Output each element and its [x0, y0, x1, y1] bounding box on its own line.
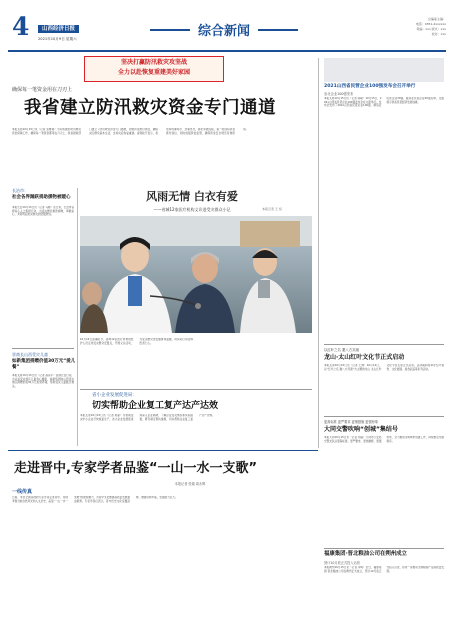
- right-bottom-body: 本报朔州10月15日讯（记者 李明）近日，福康集团·晋北粮油公司在朔州正式成立，预计10月底正式投入运营，将进一步推动当地粮油产业高质量发展。: [324, 566, 444, 573]
- mid-kicker: 省小企业发展促进局：: [92, 393, 137, 398]
- section-divider: [150, 29, 190, 31]
- right-mid-body: 本报太原10月15日讯（记者 王璞）10月14日，以“红叶之名 邀八方宾朋”为主题的龙山·太山红叶文化节在太原正式启动。活动期间将举办红叶观赏、文化展演、美食品鉴等系列活动。: [324, 364, 444, 371]
- mid-divider: [80, 389, 312, 390]
- mid-body: 本报太原10月15日讯（记者 郭星）为帮助受灾中小企业尽快恢复生产，省小企业发展促进局深入企业调研，了解企业受灾情况和实际困难，研究制定帮扶措施，切实帮助企业复工复产达产达效。: [80, 414, 215, 421]
- feature-byline: 本报记者 王 恒: [262, 207, 282, 211]
- feature-headline: 风雨无情 白衣有爱: [146, 190, 238, 203]
- right-low-headline: 大同交警吹响“创城”集结号: [324, 426, 398, 433]
- banner-line-1: 坚决打赢防汛救灾攻坚战: [120, 59, 187, 66]
- right-low-kicker: 更高标准 更严要求 更细措施 更强形象: [324, 420, 379, 424]
- lead-body: 本报太原10月15日讯（记者 张雅萌）为切实做好防汛救灾资金保障工作，确保每一笔资金都用在刀刃上，我省财政部门建立了防汛救灾资金专门通道，加快资金拨付进度，确保灾区群众基本生活，支持灾后恢复重建。省财政厅表示，将坚持特事特办、急事急办，简化审批流程，第一时间将资金拨付到位，同时加强资金监管，确保资金安全规范有效使用。: [12, 128, 249, 135]
- right-column-divider: [318, 58, 319, 448]
- lead-kicker: 确保每一笔资金用在刀刃上: [12, 87, 73, 93]
- bottom-headline: 走进晋中,专家学者品鉴“一山一水一支歌”: [14, 461, 258, 476]
- column-divider: [77, 188, 78, 446]
- right-mid-headline: 龙山·太山红叶文化节正式启动: [324, 354, 405, 361]
- right-bottom-headline: 福康集团·晋北粮油公司在朔州成立: [324, 551, 407, 557]
- bottom-corner-label: 一线传真: [12, 489, 33, 495]
- right-low-body: 本报大同10月15日讯（记者 刘淼）大同市公安局交警支队以更高标准、更严要求、更细措施、更强形象，全力推进文明城市创建工作，持续整治交通秩序。: [324, 436, 444, 443]
- contact-line: 总编室主编：: [427, 17, 446, 21]
- date-line: 2021年10月9日 星期六: [38, 37, 77, 41]
- paper-name: 山西经济日报: [38, 25, 79, 33]
- left-story1-kicker: 长治市：: [12, 188, 28, 193]
- lead-headline: 我省建立防汛救灾资金专门通道: [24, 98, 276, 118]
- masthead-contacts: [372, 17, 446, 37]
- right-top-photo: [324, 58, 444, 82]
- left-story1-body: 本报长治10月15日讯（记者 马晓）连日来，长治市各界爱心人士积极行动，为受灾群众捐款捐物，奉献爱心，共同筑起抗灾救灾的坚强防线。: [12, 206, 74, 217]
- right-divider-2: [324, 416, 444, 417]
- mid-headline: 切实帮助企业复工复产达产达效: [92, 401, 219, 411]
- right-top-sub: 参北企业100强发布: [324, 92, 354, 96]
- bottom-body: 日前，来自全国各地的专家学者走进晋中，实地考察当地自然风光和人文历史，品鉴“一山一水一支歌”的独特魅力，为晋中文化旅游高质量发展建言献策。专家学者们表示，晋中历史文化底蕴深厚，旅游资源丰富，发展潜力巨大。: [12, 496, 178, 503]
- bottom-rule: [8, 450, 318, 451]
- feature-subhead: ——省城12家医疗机构义诊进受灾群众小记: [153, 207, 231, 212]
- contact-line: 电话：0351-4xxxxxx: [415, 22, 446, 26]
- right-divider-3: [324, 548, 444, 549]
- bottom-byline: 本报记者 张瑞 周永辉: [174, 482, 206, 486]
- left-story2-kicker: 晋商长山西受灾儿童: [12, 352, 48, 357]
- right-top-body: 本报太原10月15日讯（记者 郭敏）10月15日，2021山西省民营企业100强发布会在太原举行。发布会发布了2021山西省民营企业100强、制造业民营企业30强、服务业民营企业20强名单，全面展示我省民营经济发展成就。: [324, 97, 444, 108]
- feature-body: 10月14日是重阳节，省城12家医疗机构的医护人员走进受灾群众安置点，开展义诊活动，为受灾群众送去健康和温暖，用实际行动诠释医者仁心。: [80, 338, 193, 345]
- banner-line-2: 全力以赴恢复重建美好家园: [117, 69, 190, 76]
- photo-illustration: [80, 216, 312, 333]
- right-mid-kicker: 以红叶之名 邀八方宾朋: [324, 348, 359, 352]
- section-divider-right: [258, 29, 298, 31]
- right-bottom-sub: 预计10月底正式投入运营: [324, 561, 360, 565]
- contact-line: 责编：xxx 版式：xxx: [416, 27, 446, 31]
- left-story1-headline: 社会各界踊跃捐助援物被暖心: [12, 195, 71, 200]
- masthead-rule: [8, 50, 446, 52]
- left-story2-headline: 如新集团捐赠价值30万元“爱儿餐”: [12, 359, 76, 370]
- left-story2-body: 本报太原10月15日讯（记者 高彦平）晋商长在行动，为关爱受灾地区儿童身心健康，如新集团向山西受灾地区捐赠价值30万元的营养餐，帮助受灾儿童渡过难关。: [12, 374, 74, 388]
- section-title: 综合新闻: [197, 24, 250, 39]
- contact-line: 校对：xxx: [431, 32, 446, 36]
- right-top-headline: 2021山西省民营企业100强发布会召开举行: [324, 84, 416, 89]
- page-number: 4: [12, 12, 30, 41]
- right-divider-1: [324, 344, 444, 345]
- left-divider: [12, 348, 74, 349]
- banner: [84, 56, 224, 82]
- medical-consultation-photo: [80, 216, 312, 333]
